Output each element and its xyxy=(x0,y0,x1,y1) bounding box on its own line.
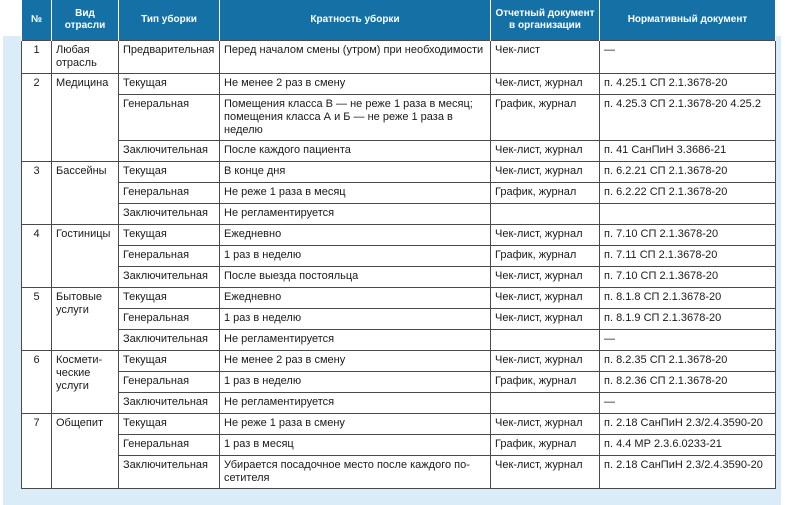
report-document-cell: График, журнал xyxy=(491,372,600,393)
frequency-cell: Ежедневно xyxy=(220,225,491,246)
report-document-cell: Чек-лист, журнал xyxy=(491,74,600,95)
normative-document-cell: п. 4.4 МР 2.3.6.0233-21 xyxy=(600,435,776,456)
table-row xyxy=(22,288,776,309)
report-document-cell: График, журнал xyxy=(491,183,600,204)
report-document-cell: Чек-лист, журнал xyxy=(491,456,600,489)
report-document-cell: Чек-лист, журнал xyxy=(491,309,600,330)
table-row xyxy=(22,162,776,183)
normative-document-cell: п. 2.18 СанПиН 2.3/2.4.3590-20 xyxy=(600,456,776,489)
report-document-cell: Чек-лист xyxy=(491,41,600,74)
cleaning-type-cell: Заключительная xyxy=(119,204,220,225)
table-row xyxy=(22,246,776,267)
normative-document-cell: п. 41 СанПиН 3.3686-21 xyxy=(600,141,776,162)
cleaning-type-cell: Текущая xyxy=(119,288,220,309)
normative-document-cell: п. 4.25.3 СП 2.1.3678-20 4.25.2 xyxy=(600,95,776,141)
table-row xyxy=(22,393,776,414)
frequency-cell: Не менее 2 раз в смену xyxy=(220,351,491,372)
report-document-cell xyxy=(491,204,600,225)
industry-cell: Гостиницы xyxy=(52,225,119,288)
frequency-cell: Не менее 2 раз в смену xyxy=(220,74,491,95)
report-document-cell: Чек-лист, журнал xyxy=(491,414,600,435)
header-cleaning-type: Тип уборки xyxy=(119,0,220,41)
normative-document-cell: п. 6.2.21 СП 2.1.3678-20 xyxy=(600,162,776,183)
normative-document-cell: — xyxy=(600,330,776,351)
header-industry: Вид отрасли xyxy=(52,0,119,41)
report-document-cell: Чек-лист, журнал xyxy=(491,267,600,288)
cleaning-type-cell: Заключительная xyxy=(119,393,220,414)
frequency-cell: Не регламентируется xyxy=(220,393,491,414)
table-row xyxy=(22,414,776,435)
header-normative-document: Нормативный документ xyxy=(600,0,776,41)
frequency-cell: Убирается посадочное место после каждого по- сетителя xyxy=(220,456,491,489)
normative-document-cell: — xyxy=(600,393,776,414)
frequency-cell: Не регламентируется xyxy=(220,330,491,351)
frequency-cell: 1 раз в неделю xyxy=(220,246,491,267)
cleaning-schedule-table xyxy=(21,0,776,489)
cleaning-type-cell: Текущая xyxy=(119,414,220,435)
industry-cell: Общепит xyxy=(52,414,119,489)
cleaning-type-cell: Генеральная xyxy=(119,372,220,393)
cleaning-type-cell: Заключительная xyxy=(119,456,220,489)
report-document-cell: Чек-лист, журнал xyxy=(491,141,600,162)
normative-document-cell: п. 7.10 СП 2.1.3678-20 xyxy=(600,267,776,288)
header-report-document: Отчетный документ в организации xyxy=(491,0,600,41)
table-row xyxy=(22,95,776,141)
cleaning-type-cell: Заключительная xyxy=(119,330,220,351)
row-number: 6 xyxy=(22,351,52,414)
report-document-cell: Чек-лист, журнал xyxy=(491,162,600,183)
frequency-cell: Перед началом смены (утром) при необходимости xyxy=(220,41,491,74)
table-row xyxy=(22,435,776,456)
table-row xyxy=(22,309,776,330)
frequency-cell: 1 раз в неделю xyxy=(220,309,491,330)
frequency-cell: Не реже 1 раза в месяц xyxy=(220,183,491,204)
cleaning-type-cell: Текущая xyxy=(119,225,220,246)
cleaning-type-cell: Генеральная xyxy=(119,95,220,141)
frequency-cell: 1 раз в месяц xyxy=(220,435,491,456)
frequency-cell: Ежедневно xyxy=(220,288,491,309)
industry-cell: Бытовые услуги xyxy=(52,288,119,351)
cleaning-type-cell: Генеральная xyxy=(119,183,220,204)
frequency-cell: После каждого пациента xyxy=(220,141,491,162)
normative-document-cell: п. 7.10 СП 2.1.3678-20 xyxy=(600,225,776,246)
normative-document-cell: п. 2.18 СанПиН 2.3/2.4.3590-20 xyxy=(600,414,776,435)
table-row xyxy=(22,41,776,74)
row-number: 7 xyxy=(22,414,52,489)
industry-cell: Медицина xyxy=(52,74,119,162)
row-number: 5 xyxy=(22,288,52,351)
report-document-cell xyxy=(491,393,600,414)
report-document-cell: Чек-лист, журнал xyxy=(491,288,600,309)
table-row xyxy=(22,74,776,95)
table-row xyxy=(22,372,776,393)
row-number: 1 xyxy=(22,41,52,74)
table-row xyxy=(22,267,776,288)
table-row xyxy=(22,330,776,351)
normative-document-cell: п. 6.2.22 СП 2.1.3678-20 xyxy=(600,183,776,204)
report-document-cell: График, журнал xyxy=(491,435,600,456)
normative-document-cell: п. 8.1.8 СП 2.1.3678-20 xyxy=(600,288,776,309)
normative-document-cell: п. 4.25.1 СП 2.1.3678-20 xyxy=(600,74,776,95)
cleaning-type-cell: Генеральная xyxy=(119,435,220,456)
frequency-cell: После выезда постояльца xyxy=(220,267,491,288)
cleaning-type-cell: Заключительная xyxy=(119,141,220,162)
cleaning-type-cell: Текущая xyxy=(119,74,220,95)
table-row xyxy=(22,204,776,225)
normative-document-cell: п. 8.2.35 СП 2.1.3678-20 xyxy=(600,351,776,372)
industry-cell: Бассейны xyxy=(52,162,119,225)
industry-cell: Любая отрасль xyxy=(52,41,119,74)
normative-document-cell: п. 8.2.36 СП 2.1.3678-20 xyxy=(600,372,776,393)
frequency-cell: Не реже 1 раза в смену xyxy=(220,414,491,435)
report-document-cell: Чек-лист, журнал xyxy=(491,225,600,246)
frequency-cell: Помещения класса В — не реже 1 раза в месяц; помещения класса А и Б — не реже 1 раза в неделю xyxy=(220,95,491,141)
frequency-cell: Не регламентируется xyxy=(220,204,491,225)
report-document-cell: График, журнал xyxy=(491,246,600,267)
header-number: № xyxy=(22,0,52,41)
industry-cell: Космети- ческие услуги xyxy=(52,351,119,414)
normative-document-cell: п. 8.1.9 СП 2.1.3678-20 xyxy=(600,309,776,330)
cleaning-type-cell: Текущая xyxy=(119,162,220,183)
header-frequency: Кратность уборки xyxy=(220,0,491,41)
report-document-cell xyxy=(491,330,600,351)
table-row xyxy=(22,183,776,204)
cleaning-type-cell: Текущая xyxy=(119,351,220,372)
cleaning-type-cell: Генеральная xyxy=(119,246,220,267)
report-document-cell: Чек-лист, журнал xyxy=(491,351,600,372)
table-row xyxy=(22,225,776,246)
normative-document-cell: п. 7.11 СП 2.1.3678-20 xyxy=(600,246,776,267)
cleaning-type-cell: Предварительная xyxy=(119,41,220,74)
cleaning-table-container xyxy=(21,0,775,489)
report-document-cell: График, журнал xyxy=(491,95,600,141)
table-body xyxy=(22,41,776,489)
table-header-row xyxy=(22,0,776,41)
cleaning-type-cell: Генеральная xyxy=(119,309,220,330)
normative-document-cell xyxy=(600,204,776,225)
row-number: 3 xyxy=(22,162,52,225)
row-number: 2 xyxy=(22,74,52,162)
frequency-cell: 1 раз в неделю xyxy=(220,372,491,393)
table-row xyxy=(22,351,776,372)
row-number: 4 xyxy=(22,225,52,288)
frequency-cell: В конце дня xyxy=(220,162,491,183)
normative-document-cell: — xyxy=(600,41,776,74)
cleaning-type-cell: Заключительная xyxy=(119,267,220,288)
table-row xyxy=(22,141,776,162)
table-row xyxy=(22,456,776,489)
